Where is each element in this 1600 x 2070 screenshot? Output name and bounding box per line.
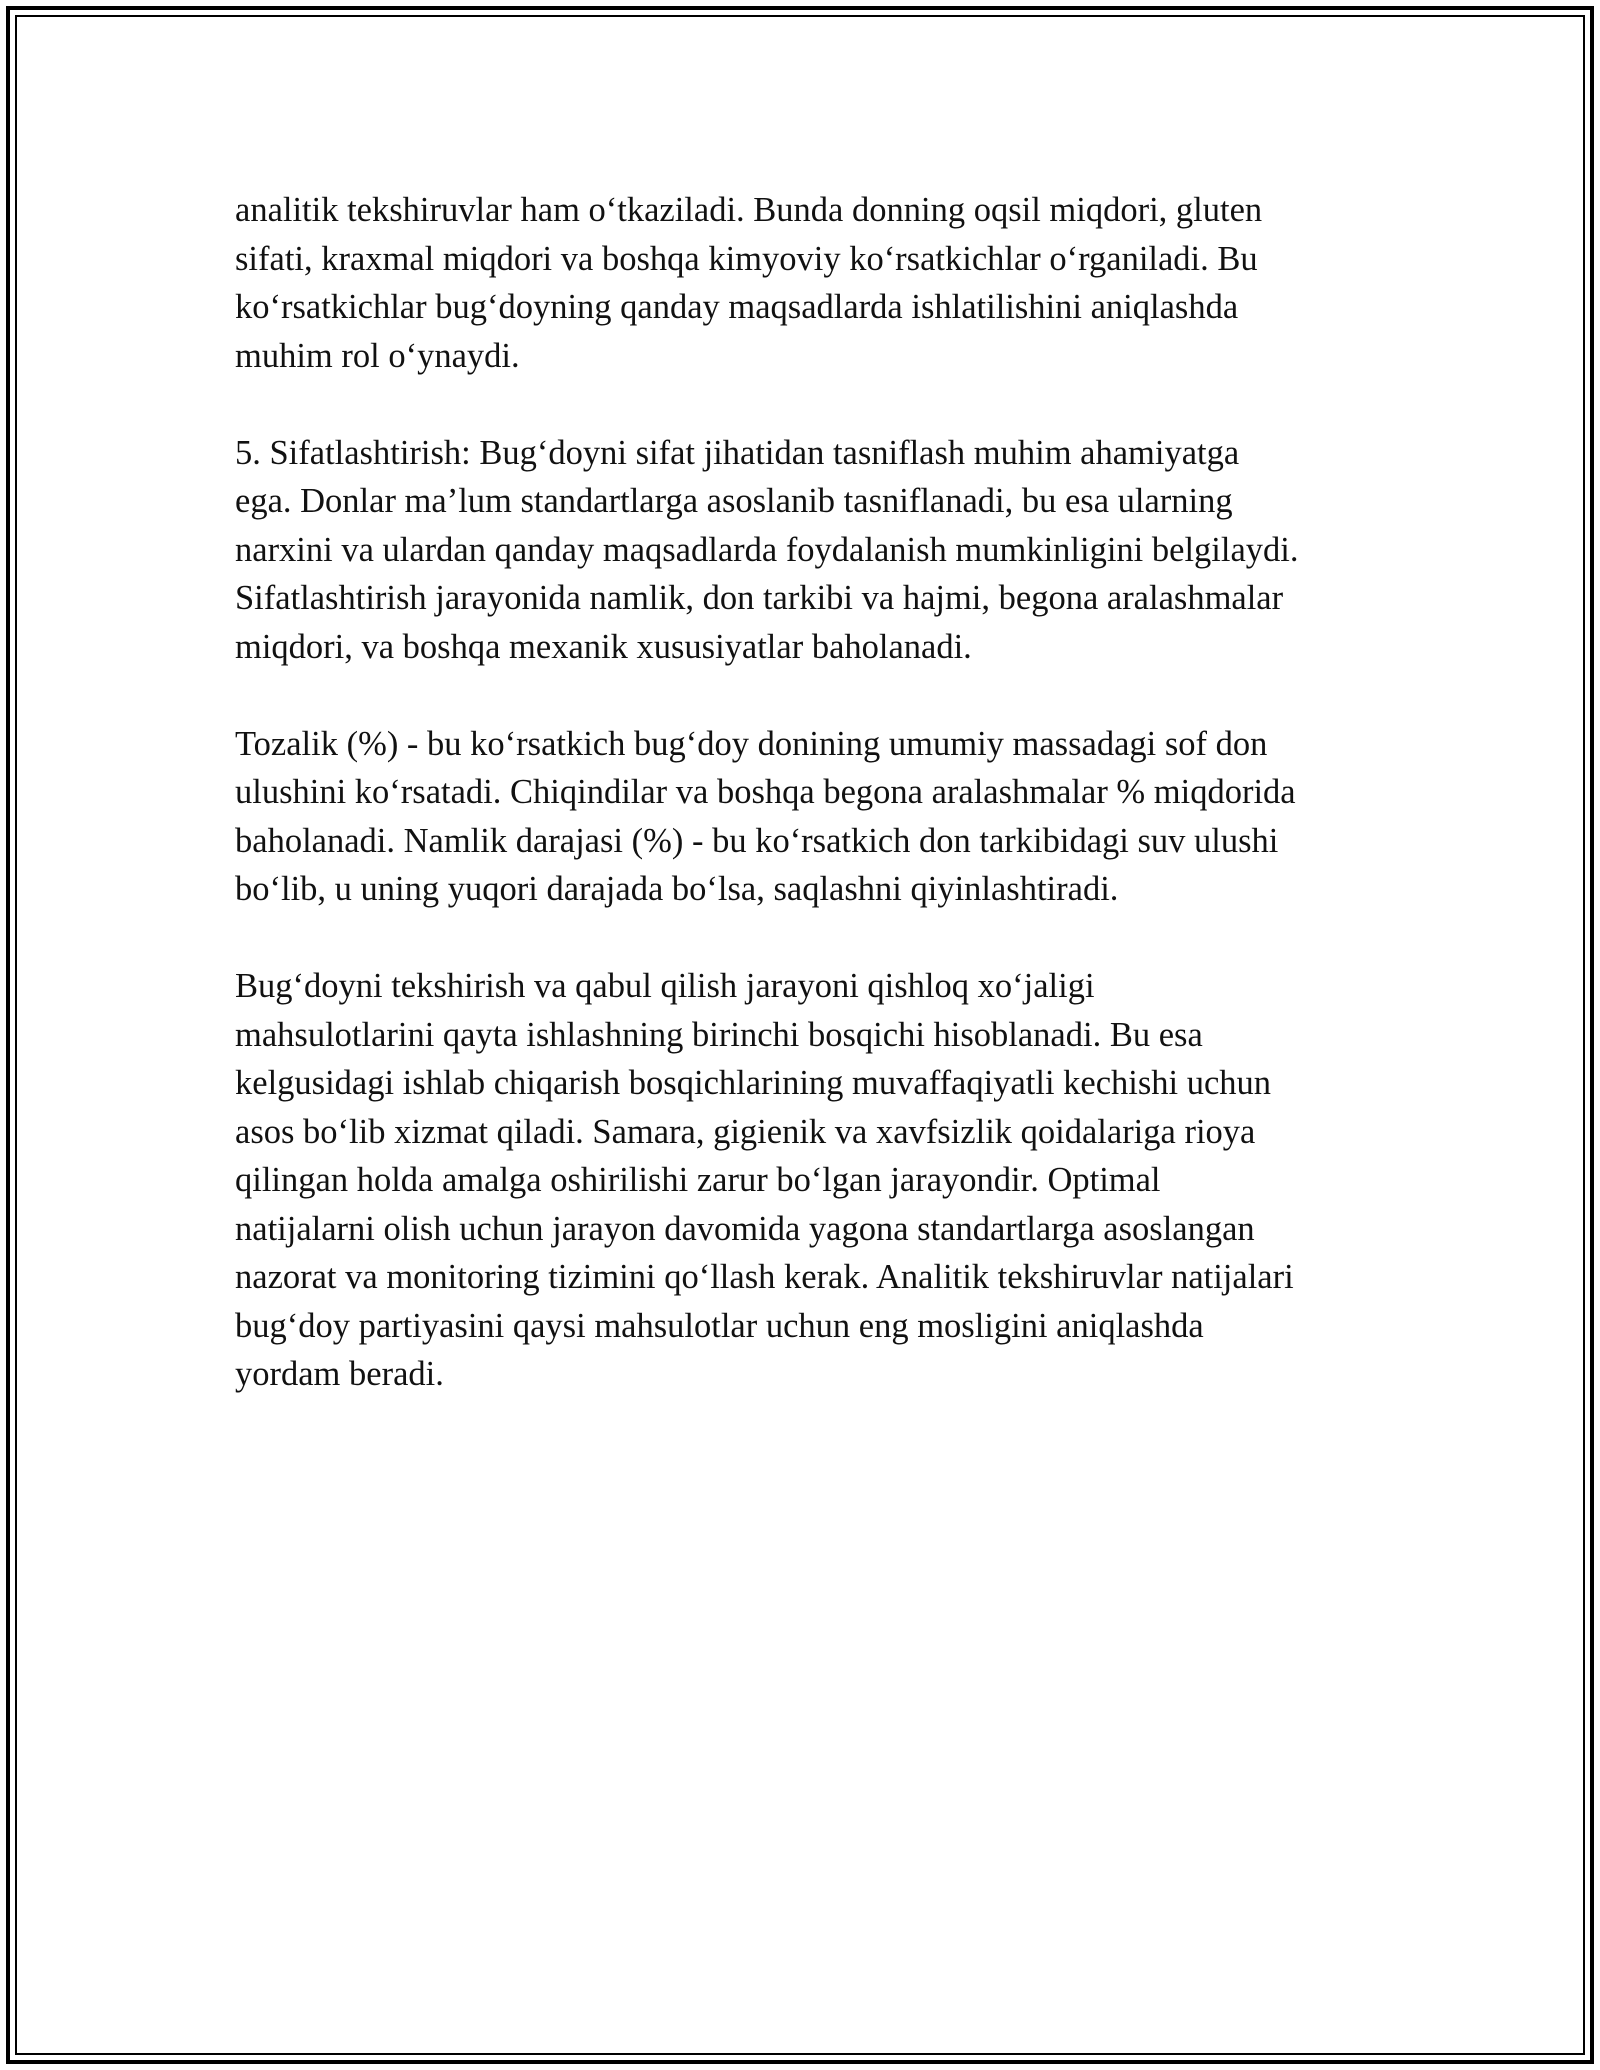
- text-line: Tozalik (%) - bu ko‘rsatkich bug‘doy donining umumiy massadagi sof don: [235, 724, 1268, 763]
- text-line: ulushini ko‘rsatadi. Chiqindilar va boshqa begona aralashmalar % miqdorida: [235, 773, 1296, 811]
- text-line: asos bo‘lib xizmat qiladi. Samara, gigienik va xavfsizlik qoidalariga rioya: [235, 1112, 1256, 1151]
- text-line: ko‘rsatkichlar bug‘doyning qanday maqsadlarda ishlatilishini aniqlashda: [235, 288, 1239, 326]
- paragraph-grading: [235, 429, 1375, 672]
- text-line: baholanadi. Namlik darajasi (%) - bu ko‘rsatkich don tarkibidagi suv ulushi: [235, 821, 1279, 860]
- paragraph-analytic-tests: [235, 186, 1375, 380]
- paragraph-purity-moisture: [235, 720, 1375, 914]
- text-line: bo‘lib, u uning yuqori darajada bo‘lsa, saqlashni qiyinlashtiradi.: [235, 870, 1119, 908]
- text-line: sifati, kraxmal miqdori va boshqa kimyoviy ko‘rsatkichlar o‘rganiladi. Bu: [235, 239, 1258, 278]
- text-line: muhim rol o‘ynaydi.: [235, 336, 520, 375]
- document-body: [235, 186, 1375, 1447]
- text-line: miqdori, va boshqa mexanik xususiyatlar baholanadi.: [235, 627, 972, 666]
- text-line: narxini va ulardan qanday maqsadlarda foydalanish mumkinligini belgilaydi.: [235, 530, 1299, 569]
- paragraph-conclusion: [235, 962, 1375, 1399]
- text-line: 5. Sifatlashtirish: Bug‘doyni sifat jihatidan tasniflash muhim ahamiyatga: [235, 433, 1240, 472]
- text-line: natijalarni olish uchun jarayon davomida yagona standartlarga asoslangan: [235, 1209, 1255, 1248]
- text-line: mahsulotlarini qayta ishlashning birinchi bosqichi hisoblanadi. Bu esa: [235, 1015, 1203, 1054]
- text-line: qilingan holda amalga oshirilishi zarur bo‘lgan jarayondir. Optimal: [235, 1161, 1161, 1199]
- text-line: ega. Donlar ma’lum standartlarga asoslanib tasniflanadi, bu esa ularning: [235, 482, 1233, 520]
- text-line: bug‘doy partiyasini qaysi mahsulotlar uchun eng mosligini aniqlashda: [235, 1306, 1204, 1345]
- text-line: Bug‘doyni tekshirish va qabul qilish jarayoni qishloq xo‘jaligi: [235, 967, 1095, 1005]
- text-line: yordam beradi.: [235, 1355, 444, 1393]
- text-line: Sifatlashtirish jarayonida namlik, don tarkibi va hajmi, begona aralashmalar: [235, 579, 1284, 617]
- text-line: analitik tekshiruvlar ham o‘tkaziladi. Bunda donning oqsil miqdori, gluten: [235, 191, 1263, 229]
- text-line: nazorat va monitoring tizimini qo‘llash kerak. Analitik tekshiruvlar natijalari: [235, 1258, 1294, 1296]
- text-line: kelgusidagi ishlab chiqarish bosqichlarining muvaffaqiyatli kechishi uchun: [235, 1064, 1272, 1102]
